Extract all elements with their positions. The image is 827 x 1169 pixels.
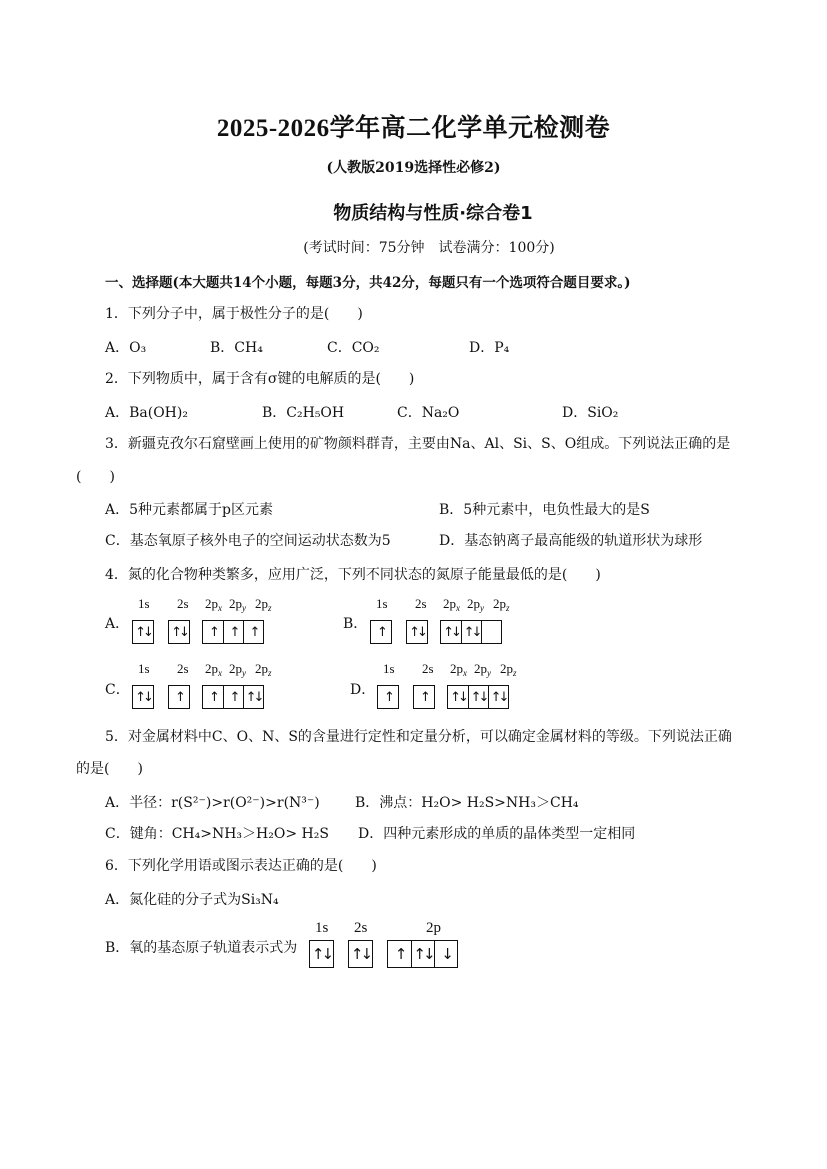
q1-stem: 1．下列分子中，属于极性分子的是( ) (105, 306, 363, 322)
orbital-label: $2p_z$ (255, 596, 272, 613)
orbital-label: 2s (422, 661, 434, 676)
orbital-cell (448, 686, 468, 708)
q3-option-b: B．5种元素中，电负性最大的是S (439, 502, 650, 518)
orbital-cell (468, 686, 488, 708)
orbital-label: $2p_z$ (255, 661, 272, 678)
electron-arrow: ↑ (249, 624, 258, 640)
orbital-cell (243, 621, 263, 643)
electron-arrow: ↑↓ (135, 689, 151, 705)
q3-option-d: D．基态钠离子最高能级的轨道形状为球形 (439, 533, 703, 549)
orbital-label: $2p_z$ (500, 661, 517, 678)
q4-option-c-label: C． (105, 682, 130, 698)
orbital-cell (243, 686, 263, 708)
orbital-label: $2p_y$ (474, 661, 491, 678)
q2-option-c: C．Na₂O (397, 405, 460, 421)
exam-heading: 物质结构与性质·综合卷1 (333, 203, 533, 224)
q1-option-a: A．O₃ (105, 340, 147, 356)
orbital-box-group (440, 620, 502, 644)
orbital-label: $2p_y$ (467, 596, 484, 613)
electron-arrow: ↑↓ (490, 689, 507, 705)
orbital-cell (133, 686, 153, 708)
orbital-cell (223, 686, 243, 708)
orbital-box-group (447, 685, 509, 709)
orbital-label: $2p_y$ (229, 596, 246, 613)
electron-arrow: ↑↓ (350, 944, 371, 963)
section-title: 一、选择题(本大题共14个小题，每题3分，共42分，每题只有一个选项符合题目要求。) (105, 275, 631, 291)
electron-arrow: ↑↓ (470, 689, 487, 705)
orbital-label: 1s (383, 661, 395, 676)
q4-option-a-label: A． (105, 616, 130, 632)
orbital-cell (169, 621, 189, 643)
orbital-cell (481, 621, 501, 643)
exam-time-info: (考试时间：75分钟 试卷满分：100分) (303, 240, 555, 256)
electron-arrow: ↑ (175, 689, 183, 705)
orbital-label: 1s (138, 596, 150, 611)
orbital-cell (310, 941, 333, 967)
orbital-box-group (132, 685, 154, 709)
electron-arrow: ↑↓ (443, 624, 459, 640)
q5-option-d: D．四种元素形成的单质的晶体类型一定相同 (358, 826, 636, 842)
electron-arrow: ↑↓ (171, 624, 187, 640)
q5-stem: 5．对金属材料中C、O、N、S的含量进行定性和定量分析，可以确定金属材料的等级。下列说法正确 (105, 729, 732, 745)
electron-arrow: ↑↓ (413, 944, 433, 963)
q4-option-d-label: D． (350, 682, 376, 698)
q4-option-b-label: B． (343, 616, 368, 632)
orbital-cell (434, 941, 457, 967)
orbital-label: 1s (315, 920, 329, 936)
electron-arrow: ↑↓ (135, 624, 151, 640)
orbital-cell (169, 686, 189, 708)
q3-stem: 3．新疆克孜尔石窟壁画上使用的矿物颜料群青，主要由Na、Al、Si、S、O组成。下列说法正确的是 (105, 436, 731, 452)
electron-arrow: ↑↓ (245, 689, 262, 705)
orbital-box-group (168, 620, 190, 644)
q1-option-c: C．CO₂ (327, 340, 380, 356)
orbital-label: 1s (376, 596, 388, 611)
orbital-cell (133, 621, 153, 643)
orbital-cell (203, 621, 223, 643)
q2-stem: 2．下列物质中，属于含有σ键的电解质的是( ) (105, 371, 415, 387)
q3-stem-cont: ( ) (76, 469, 115, 485)
electron-arrow: ↑↓ (463, 624, 480, 640)
orbital-label: $2p_x$ (443, 596, 460, 613)
electron-arrow: ↑ (229, 689, 238, 705)
q5-stem-cont: 的是( ) (76, 761, 143, 777)
q2-option-d: D．SiO₂ (562, 405, 619, 421)
orbital-cell (378, 686, 398, 708)
electron-arrow: ↑ (394, 944, 405, 963)
electron-arrow: ↓ (441, 944, 451, 963)
orbital-cell (407, 621, 427, 643)
orbital-box-group (387, 940, 458, 968)
orbital-cell (349, 941, 372, 967)
orbital-label: 1s (138, 661, 150, 676)
orbital-box-group (370, 620, 392, 644)
orbital-cell (223, 621, 243, 643)
q5-option-a: A．半径：r(S²⁻)>r(O²⁻)>r(N³⁻) (105, 795, 320, 811)
orbital-box-group (202, 620, 264, 644)
electron-arrow: ↑ (209, 689, 217, 705)
orbital-box-group (202, 685, 264, 709)
orbital-label: $2p_x$ (205, 661, 222, 678)
q3-option-a: A．5种元素都属于p区元素 (105, 502, 273, 518)
orbital-cell (203, 686, 223, 708)
orbital-cell (488, 686, 508, 708)
electron-arrow: ↑ (420, 689, 428, 705)
exam-subtitle: (人教版2019选择性必修2) (326, 160, 501, 176)
orbital-cell (371, 621, 391, 643)
orbital-box-group (132, 620, 154, 644)
electron-arrow: ↑↓ (450, 689, 466, 705)
electron-arrow: ↑ (209, 624, 217, 640)
q1-option-d: D．P₄ (469, 340, 510, 356)
q6-option-a: A．氮化硅的分子式为Si₃N₄ (105, 892, 279, 908)
q2-option-a: A．Ba(OH)₂ (105, 405, 188, 421)
orbital-label: $2p_y$ (229, 661, 246, 678)
orbital-label: 2s (415, 596, 427, 611)
q5-option-c: C．键角：CH₄>NH₃＞H₂O> H₂S (105, 826, 329, 842)
orbital-label: $2p_x$ (205, 596, 222, 613)
electron-arrow: ↑ (377, 624, 385, 640)
orbital-cell (461, 621, 481, 643)
orbital-label: 2s (354, 920, 368, 936)
orbital-box-group (309, 940, 334, 968)
electron-arrow: ↑ (384, 689, 392, 705)
q6-stem: 6．下列化学用语或图示表达正确的是( ) (105, 858, 377, 874)
electron-arrow: ↑ (229, 624, 238, 640)
orbital-label: $2p_x$ (450, 661, 467, 678)
orbital-box-group (406, 620, 428, 644)
orbital-label: 2s (177, 596, 189, 611)
orbital-label: 2s (177, 661, 189, 676)
q2-option-b: B．C₂H₅OH (262, 405, 345, 421)
q4-stem: 4．氮的化合物种类繁多，应用广泛，下列不同状态的氮原子能量最低的是( ) (105, 567, 601, 583)
orbital-box-group (168, 685, 190, 709)
orbital-box-group (377, 685, 399, 709)
orbital-label: 2p (426, 920, 441, 936)
electron-arrow: ↑↓ (311, 944, 332, 963)
orbital-cell (414, 686, 434, 708)
orbital-box-group (413, 685, 435, 709)
orbital-box-group (348, 940, 373, 968)
orbital-cell (441, 621, 461, 643)
electron-arrow: ↑↓ (409, 624, 425, 640)
orbital-cell (411, 941, 434, 967)
q5-option-b: B．沸点：H₂O> H₂S>NH₃＞CH₄ (355, 795, 579, 811)
orbital-label: $2p_z$ (493, 596, 510, 613)
exam-title: 2025-2026学年高二化学单元检测卷 (216, 115, 611, 142)
q3-option-c: C．基态氧原子核外电子的空间运动状态数为5 (105, 533, 391, 549)
orbital-cell (388, 941, 411, 967)
q6-option-b: B．氧的基态原子轨道表示式为 (105, 940, 298, 956)
q1-option-b: B．CH₄ (210, 340, 263, 356)
